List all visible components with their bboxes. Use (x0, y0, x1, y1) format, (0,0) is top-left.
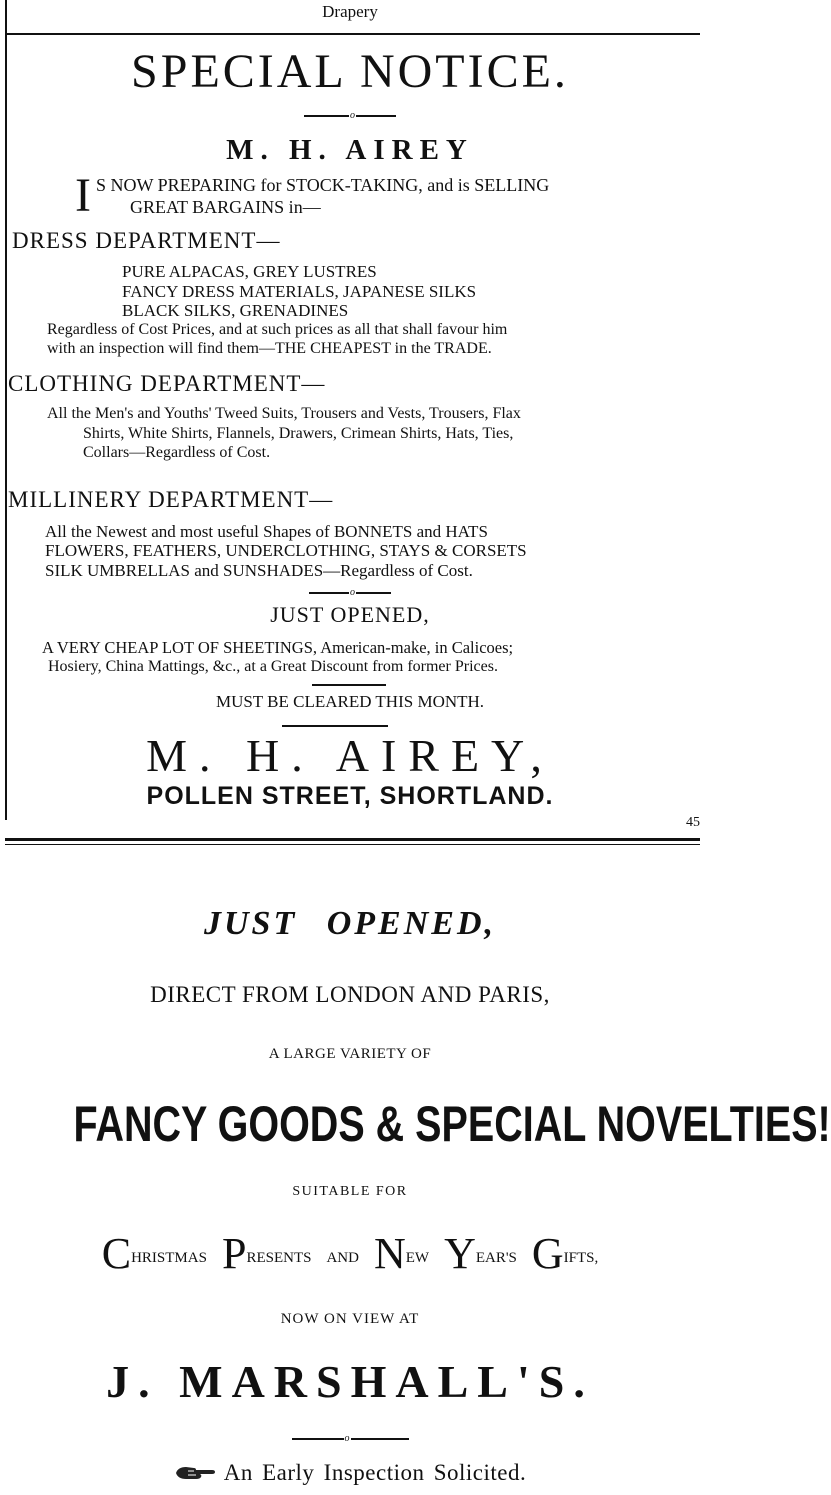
presents-word: PRESENTS (221, 1229, 312, 1278)
clothing-line-2: Shirts, White Shirts, Flannels, Drawers, Crimean Shirts, Hats, Ties, (83, 425, 514, 442)
dress-item: PURE ALPACAS, GREY LUSTRES (122, 262, 377, 281)
ad-divider-thick (5, 838, 700, 841)
ornament-separator: o (300, 111, 400, 121)
margin-number: 45 (686, 815, 700, 830)
variety-line: A LARGE VARIETY OF (268, 1046, 432, 1062)
must-clear-line: MUST BE CLEARED THIS MONTH. (215, 692, 485, 711)
ornament-separator: o (300, 588, 400, 598)
just-opened-small: JUST OPENED, (270, 602, 430, 627)
ad2-headline: JUST OPENED, (203, 905, 497, 942)
intro-line-2: GREAT BARGAINS in— (130, 197, 321, 217)
sheetings-line-1: A VERY CHEAP LOT OF SHEETINGS, American-make, in Calicoes; (42, 638, 514, 657)
and-word: AND (326, 1250, 359, 1266)
on-view-line: NOW ON VIEW AT (280, 1311, 420, 1327)
fancy-goods-banner: FANCY GOODS & SPECIAL NOVELTIES! (73, 1096, 831, 1152)
millinery-heading: MILLINERY DEPARTMENT— (8, 487, 334, 512)
ad-title: SPECIAL NOTICE. (131, 45, 569, 98)
intro-drop-cap: I (75, 169, 91, 222)
header-rule (5, 33, 700, 35)
years-word: YEAR'S (444, 1229, 517, 1278)
pointing-hand-icon (174, 1462, 216, 1488)
dress-item: BLACK SILKS, GRENADINES (122, 301, 349, 320)
direct-from-line: DIRECT FROM LONDON AND PARIS, (150, 982, 550, 1007)
merchant-name-small: M. H. AIREY (226, 134, 474, 166)
inspection-line (0, 1460, 700, 1488)
marshall-name: J. MARSHALL'S. (106, 1356, 594, 1407)
dress-item: FANCY DRESS MATERIALS, JAPANESE SILKS (122, 282, 477, 301)
christmas-line (0, 1228, 700, 1278)
section-header: Drapery (322, 2, 378, 21)
clothing-heading: CLOTHING DEPARTMENT— (8, 371, 326, 396)
inspection-text: An Early Inspection Solicited. (223, 1460, 527, 1485)
millinery-line-3: SILK UMBRELLAS and SUNSHADES—Regardless of Cost. (45, 561, 473, 580)
intro-line-1: S NOW PREPARING for STOCK-TAKING, and is SELLING (96, 175, 550, 195)
short-rule (282, 725, 388, 727)
ad-divider-thin (5, 844, 700, 845)
gifts-word: GIFTS, (531, 1229, 599, 1278)
millinery-line-2: FLOWERS, FEATHERS, UNDERCLOTHING, STAYS & CORSETS (45, 541, 527, 560)
suitable-for-line: SUITABLE FOR (292, 1184, 408, 1199)
dress-note-line-1: Regardless of Cost Prices, and at such prices as all that shall favour him (47, 321, 508, 338)
new-word: NEW (373, 1229, 430, 1278)
millinery-line-1: All the Newest and most useful Shapes of BONNETS and HATS (45, 522, 488, 541)
dress-heading: DRESS DEPARTMENT— (12, 228, 281, 253)
merchant-name-large: M. H. AIREY, (146, 730, 554, 781)
clothing-line-3: Collars—Regardless of Cost. (83, 444, 271, 461)
ornament-separator: o (288, 1434, 412, 1444)
dress-note-line-2: with an inspection will find them—THE CHEAPEST in the TRADE. (47, 340, 492, 357)
christmas-word: CHRISTMAS (101, 1229, 207, 1278)
sheetings-line-2: Hosiery, China Mattings, &c., at a Great Discount from former Prices. (48, 658, 498, 675)
address-line: POLLEN STREET, SHORTLAND. (146, 782, 554, 810)
short-rule (312, 684, 386, 686)
clothing-line-1: All the Men's and Youths' Tweed Suits, Trousers and Vests, Trousers, Flax (47, 405, 521, 422)
